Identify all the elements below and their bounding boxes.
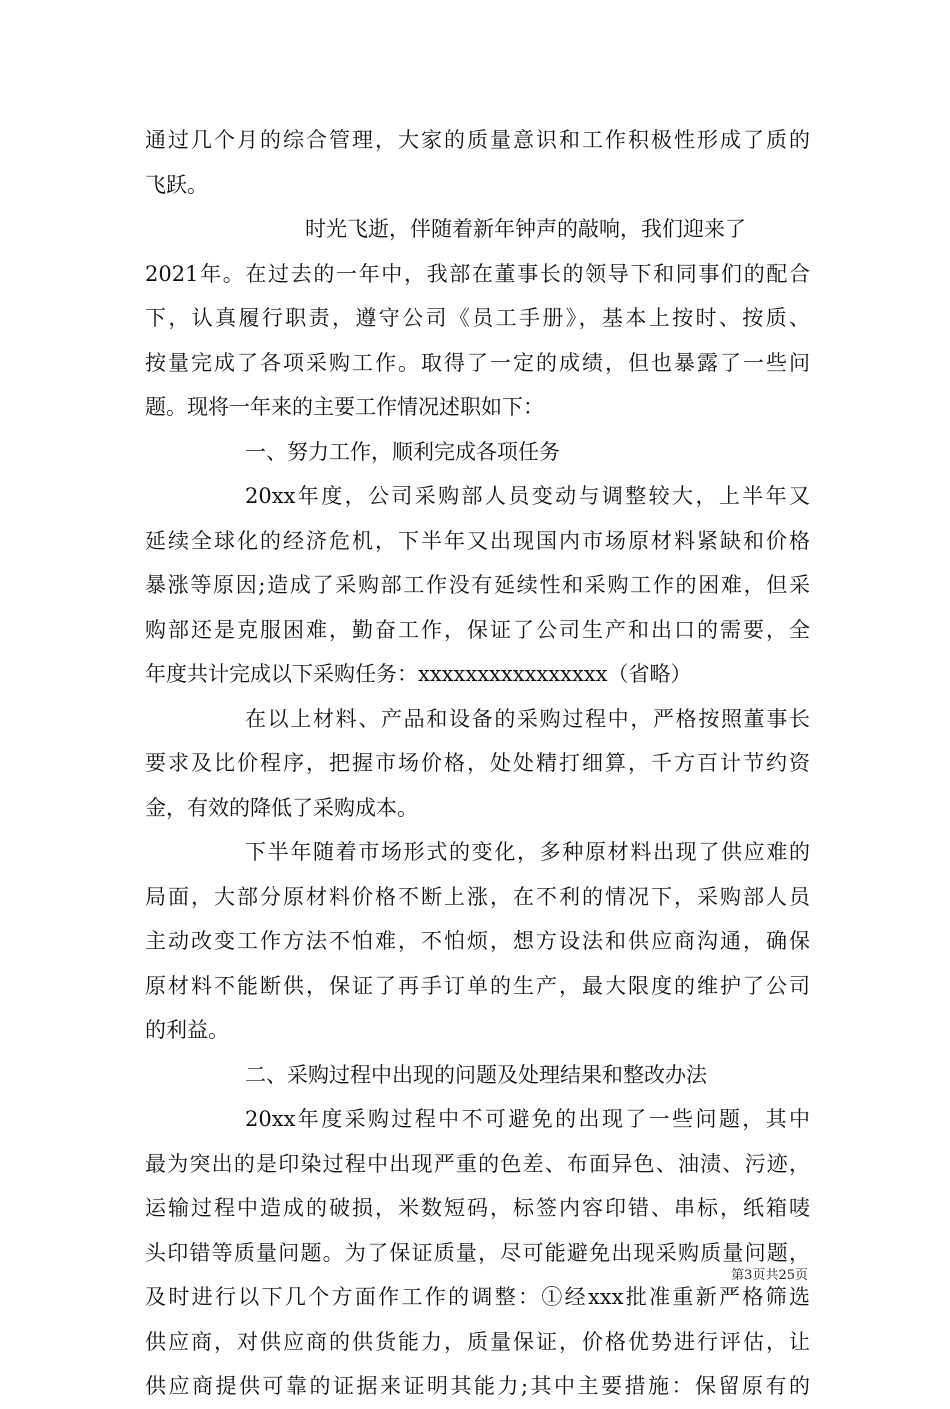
text-line: 飞跃。 — [145, 172, 208, 197]
text-line: 购部还是克服困难，勤奋工作，保证了公司生产和出口的需要，全 — [145, 617, 810, 642]
text-line: 2021年。在过去的一年中，我部在董事长的领导下和同事们的配合 — [145, 261, 810, 286]
text-line: 的利益。 — [145, 1018, 229, 1042]
text-line: 供应商，对供应商的供货能力，质量保证，价格优势进行评估，让 — [145, 1329, 810, 1354]
text-line: 最为突出的是印染过程中出现严重的色差、布面异色、油渍、污迹， — [145, 1151, 810, 1176]
paragraph-start: 20xx年度，公司采购部人员变动与调整较大，上半年又 — [245, 484, 810, 508]
text-line: 及时进行以下几个方面作工作的调整：①经xxx批准重新严格筛选 — [145, 1285, 810, 1309]
text-line: 延续全球化的经济危机，下半年又出现国内市场原材料紧缺和价格 — [145, 528, 810, 553]
paragraph-start: 20xx年度采购过程中不可避免的出现了一些问题，其中 — [245, 1107, 810, 1131]
text-line: 运输过程中造成的破损，米数短码，标签内容印错、串标，纸箱唛 — [145, 1196, 810, 1220]
text-line: 局面，大部分原材料价格不断上涨，在不利的情况下，采购部人员 — [145, 884, 810, 909]
page-number: 第3页共25页 — [731, 1268, 808, 1283]
text-line: 下，认真履行职责，遵守公司《员工手册》，基本上按时、按质、 — [145, 306, 810, 330]
text-line: 按量完成了各项采购工作。取得了一定的成绩，但也暴露了一些问 — [145, 350, 810, 375]
text-line: 供应商提供可靠的证据来证明其能力;其中主要措施：保留原有的 — [145, 1374, 810, 1398]
text-line: 金，有效的降低了采购成本。 — [145, 795, 418, 820]
text-line: 要求及比价程序，把握市场价格，处处精打细算，千方百计节约资 — [145, 751, 810, 775]
body-text — [145, 118, 810, 1409]
paragraph-start: 时光飞逝，伴随着新年钟声的敲响，我们迎来了 — [305, 217, 746, 241]
text-line: 年度共计完成以下采购任务：xxxxxxxxxxxxxxxx（省略） — [145, 662, 692, 686]
paragraph-start: 下半年随着市场形式的变化，多种原材料出现了供应难的 — [245, 840, 810, 864]
section-heading: 一、努力工作，顺利完成各项任务 — [245, 439, 560, 464]
text-line: 原材料不能断供，保证了再手订单的生产，最大限度的维护了公司 — [145, 973, 810, 998]
text-line: 通过几个月的综合管理，大家的质量意识和工作积极性形成了质的 — [145, 128, 810, 152]
text-line: 暴涨等原因;造成了采购部工作没有延续性和采购工作的困难，但采 — [145, 573, 810, 597]
text-line: 题。现将一年来的主要工作情况述职如下： — [145, 395, 544, 419]
text-line: 主动改变工作方法不怕难，不怕烦，想方设法和供应商沟通，确保 — [145, 929, 810, 953]
text-line: 头印错等质量问题。为了保证质量，尽可能避免出现采购质量问题， — [145, 1240, 810, 1265]
paragraph-start: 在以上材料、产品和设备的采购过程中，严格按照董事长 — [245, 706, 810, 731]
section-heading: 二、采购过程中出现的问题及处理结果和整改办法 — [245, 1062, 707, 1087]
